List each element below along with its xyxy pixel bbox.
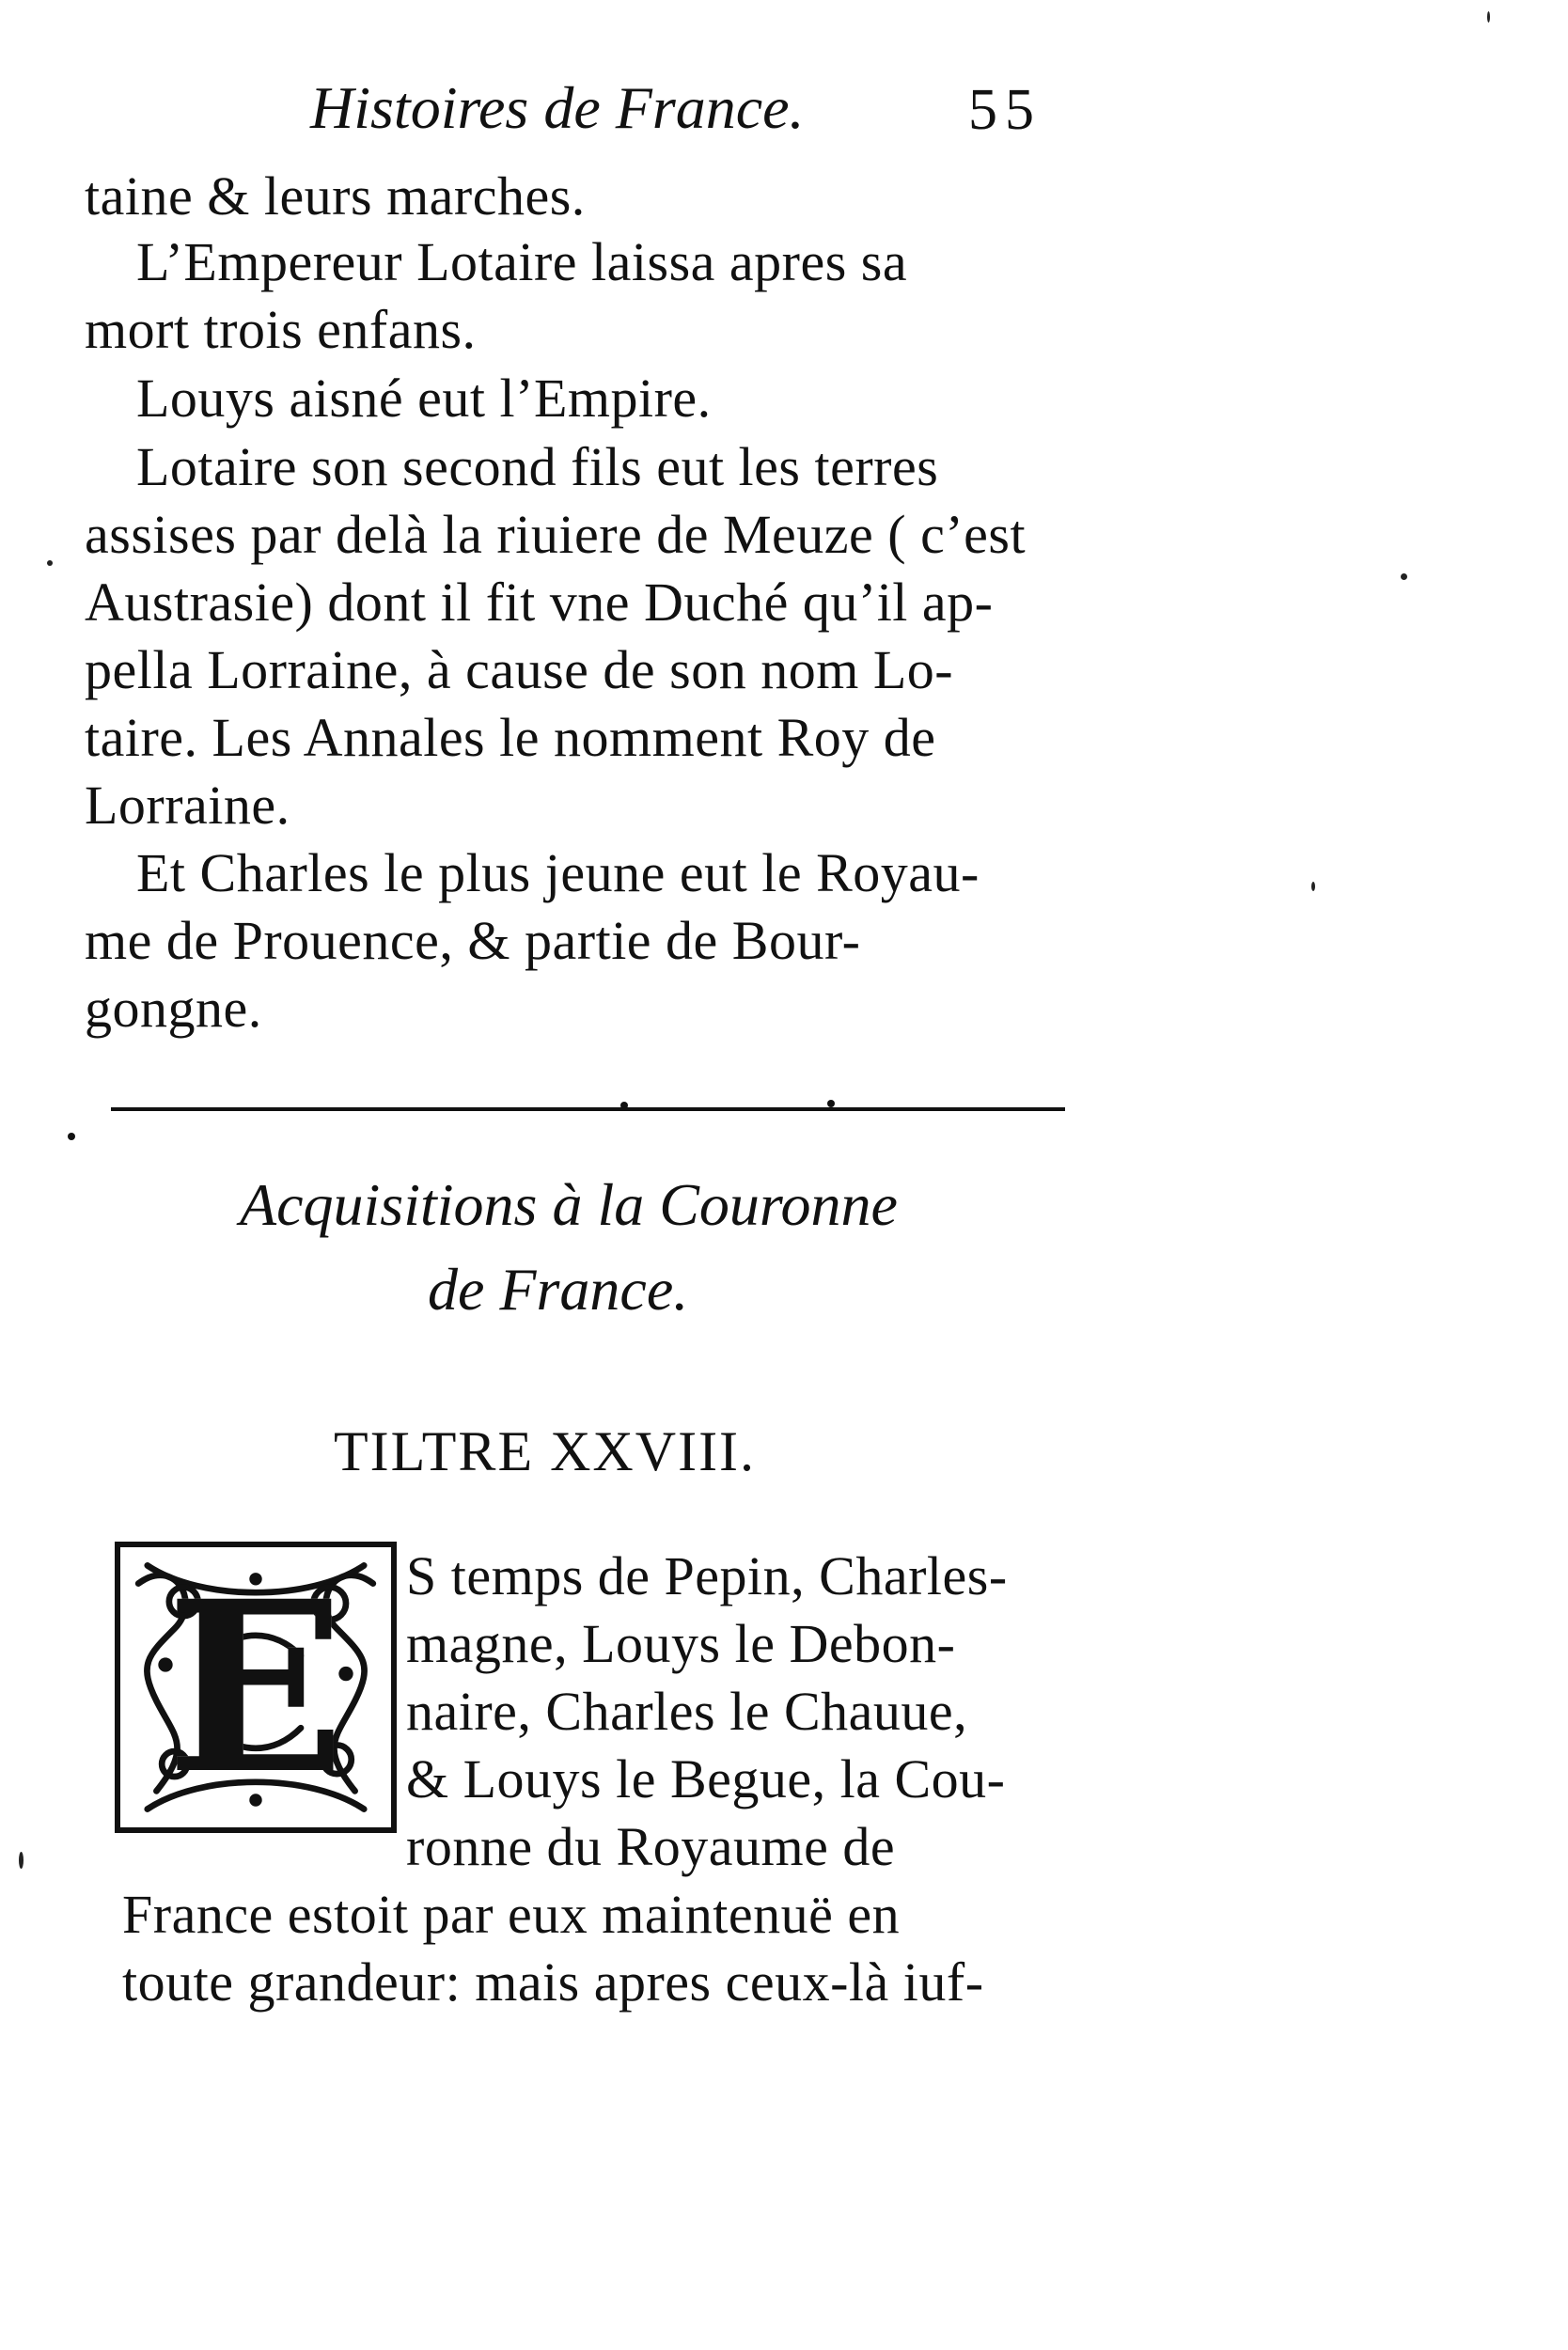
rule-ornament-dot xyxy=(620,1102,628,1109)
rule-ornament-dot xyxy=(827,1100,835,1107)
body-line: taine & leurs marches. xyxy=(85,165,586,227)
initial-letter: E xyxy=(165,1549,346,1825)
page-number: 55 xyxy=(968,78,1042,142)
section-heading-line-2: de France. xyxy=(428,1256,689,1323)
scan-speck xyxy=(1487,11,1490,23)
running-title: Histoires de France. xyxy=(310,74,805,141)
body-line: Et Charles le plus jeune eut le Royau- xyxy=(136,842,980,903)
body-line: magne, Louys le Debon- xyxy=(406,1613,956,1674)
decorated-initial xyxy=(115,1542,397,1833)
body-line: pella Lorraine, à cause de son nom Lo- xyxy=(85,639,954,700)
body-line: gongne. xyxy=(85,978,262,1039)
section-divider xyxy=(111,1107,1065,1111)
body-line: Lorraine. xyxy=(85,775,290,836)
body-line: Lotaire son second fils eut les terres xyxy=(136,436,939,497)
body-line: L’Empereur Lotaire laissa apres sa xyxy=(136,231,908,292)
body-line: S temps de Pepin, Charles- xyxy=(406,1545,1008,1606)
body-line: Austrasie) dont il fit vne Duché qu’il ap- xyxy=(85,572,994,633)
body-line: naire, Charles le Chauue, xyxy=(406,1681,968,1742)
body-line: ronne du Royaume de xyxy=(406,1816,896,1877)
body-line: France estoit par eux maintenuë en xyxy=(122,1884,901,1945)
title-label: TILTRE XXVIII. xyxy=(334,1420,757,1482)
scan-speck xyxy=(1401,573,1407,580)
body-line: taire. Les Annales le nomment Roy de xyxy=(85,707,936,768)
body-line: me de Prouence, & partie de Bour- xyxy=(85,910,861,971)
body-line: & Louys le Begue, la Cou- xyxy=(406,1748,1006,1810)
scan-speck xyxy=(19,1852,24,1869)
section-heading-line-1: Acquisitions à la Couronne xyxy=(240,1171,898,1238)
body-line: assises par delà la riuiere de Meuze ( c’est xyxy=(85,504,1027,565)
body-line: toute grandeur: mais apres ceux-là iuf- xyxy=(122,1951,984,2013)
rule-ornament-dot xyxy=(68,1133,75,1140)
scan-speck xyxy=(47,560,53,566)
scan-speck xyxy=(1311,882,1315,891)
body-line: mort trois enfans. xyxy=(85,299,477,360)
body-line: Louys aisné eut l’Empire. xyxy=(136,368,712,429)
